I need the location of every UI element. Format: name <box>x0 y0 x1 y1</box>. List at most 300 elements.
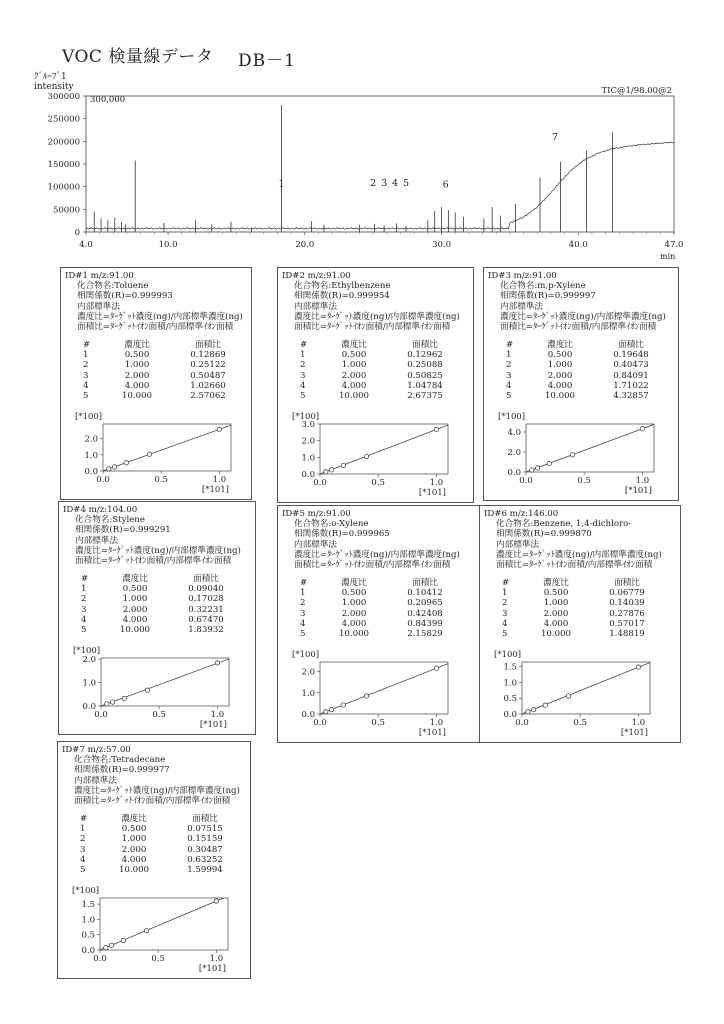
conc-ratio: 4.000 <box>547 380 573 391</box>
area-ratio: 0.32231 <box>188 604 224 615</box>
x-tick-label: 0.0 <box>515 718 529 728</box>
conc-ratio: 4.000 <box>124 380 150 391</box>
calibration-panel <box>277 505 496 743</box>
row-no: 5 <box>502 629 508 640</box>
data-point <box>535 466 539 470</box>
x-tick-label: 0.5 <box>573 718 587 728</box>
row-no: 1 <box>300 350 306 361</box>
x-tick-label: 0.0 <box>313 718 327 728</box>
conc-ratio: 10.000 <box>338 391 370 402</box>
peak-label: 6 <box>442 179 449 191</box>
x-unit-label: [*101] <box>199 720 227 730</box>
x-tick-label: 4.0 <box>79 240 93 250</box>
row-no: 1 <box>506 350 512 361</box>
conc-ratio: 10.000 <box>544 391 576 402</box>
data-point <box>147 452 151 456</box>
x-tick-label: 0.5 <box>154 475 168 485</box>
conc-ratio: 4.000 <box>341 380 367 391</box>
row-no: 4 <box>300 618 306 629</box>
data-point <box>341 703 345 707</box>
calibration-table <box>502 578 662 639</box>
peak-label: 1 <box>278 178 285 190</box>
area-ratio: 0.12962 <box>407 350 443 361</box>
table-header <box>81 574 241 584</box>
col-no: # <box>80 814 88 824</box>
data-point <box>122 696 126 700</box>
row-no: 4 <box>80 854 86 865</box>
conc-ratio: 0.500 <box>121 824 147 835</box>
regression-line <box>101 659 229 706</box>
table-row <box>506 381 666 391</box>
col-area-ratio: 面積比 <box>412 578 438 588</box>
document-id: DB－1 <box>238 51 296 71</box>
method-label: 内部標準法 <box>75 535 118 546</box>
x-tick-label: 1.0 <box>429 718 444 728</box>
data-point <box>570 453 574 457</box>
y-tick-label: 1.0 <box>82 678 96 689</box>
col-no: # <box>506 340 514 350</box>
area-ratio: 4.32857 <box>613 391 649 402</box>
table-row <box>506 371 666 381</box>
table-header <box>300 578 460 588</box>
area-ratio: 0.07515 <box>187 824 223 835</box>
area-ratio: 0.25088 <box>407 360 443 371</box>
conc-ratio: 2.000 <box>122 604 148 615</box>
y-tick-label: 1.5 <box>81 900 95 911</box>
y-tick-label: 2.0 <box>507 448 521 458</box>
x-tick-label: 0.0 <box>93 954 107 964</box>
x-tick-label: 10.0 <box>158 240 178 250</box>
correlation-coefficient: 相関係数(R)=0.999870 <box>496 529 592 540</box>
calibration-panel <box>479 505 681 743</box>
y-tick-label: 0.0 <box>82 702 96 712</box>
table-row <box>506 360 666 370</box>
data-point <box>526 710 530 714</box>
y-tick-label: 2.0 <box>82 655 96 666</box>
area-ratio: 0.50487 <box>190 370 226 381</box>
conc-ratio: 1.000 <box>547 360 573 371</box>
calibration-panel <box>58 501 256 735</box>
x-tick-label: 1.0 <box>212 475 227 485</box>
table-row <box>300 391 460 401</box>
col-area-ratio: 面積比 <box>192 814 218 824</box>
area-ratio: 0.50825 <box>407 370 443 381</box>
area-ratio: 0.84399 <box>407 618 443 629</box>
y-tick-label: 0.0 <box>81 946 95 956</box>
col-no: # <box>300 578 308 588</box>
regression-line <box>100 898 224 950</box>
y-tick-label: 200000 <box>47 137 80 148</box>
panel-id: ID#2 m/z:91.00 <box>282 271 351 281</box>
concentration-equation: 濃度比=ﾀｰｹﾞｯﾄ濃度(ng)/内部標準濃度(ng) <box>500 311 666 322</box>
table-row <box>502 609 662 619</box>
x-tick-label: 0.0 <box>96 475 110 485</box>
y-tick-label: 1.0 <box>84 450 98 461</box>
row-no: 3 <box>80 844 86 855</box>
area-equation: 面積比=ﾀｰｹﾞｯﾄｲｵﾝ面積/内部標準ｲｵﾝ面積 <box>294 322 451 333</box>
table-header <box>300 340 460 350</box>
area-ratio: 2.15829 <box>407 629 443 640</box>
col-area-ratio: 面積比 <box>614 578 640 588</box>
y-tick-label: 300000 <box>47 92 80 102</box>
area-equation: 面積比=ﾀｰｹﾞｯﾄｲｵﾝ面積/内部標準ｲｵﾝ面積 <box>77 322 234 333</box>
panel-id: ID#4 m/z:104.00 <box>63 505 138 515</box>
row-no: 3 <box>300 370 306 381</box>
panel-id: ID#6 m/z:146.00 <box>484 509 559 519</box>
y-unit-label: [*100] <box>72 886 100 896</box>
y-tick-label: 0.5 <box>503 694 517 705</box>
row-no: 4 <box>81 614 87 625</box>
row-no: 5 <box>506 391 512 402</box>
y-tick-label: 3.0 <box>301 420 315 430</box>
data-point <box>434 666 438 670</box>
row-no: 5 <box>81 625 87 636</box>
table-row <box>81 584 241 594</box>
table-row <box>80 834 240 844</box>
intensity-label: intensity <box>34 82 74 92</box>
row-no: 3 <box>81 604 87 615</box>
conc-ratio: 0.500 <box>547 350 573 361</box>
table-row <box>300 598 460 608</box>
x-tick-label: 0.5 <box>152 710 166 720</box>
data-point <box>640 427 644 431</box>
data-point <box>109 943 113 947</box>
data-point <box>566 694 570 698</box>
data-point <box>364 454 368 458</box>
y-tick-label: 250000 <box>47 114 80 125</box>
table-row <box>300 371 460 381</box>
data-point <box>364 694 368 698</box>
area-ratio: 0.17028 <box>188 594 224 605</box>
table-row <box>83 350 243 360</box>
table-header <box>80 814 240 824</box>
x-tick-label: 0.5 <box>151 954 165 964</box>
y-tick-label: 1.0 <box>81 915 95 926</box>
row-no: 1 <box>81 584 87 595</box>
y-tick-label: 2.0 <box>301 667 315 678</box>
area-ratio: 0.09040 <box>188 584 224 595</box>
data-point <box>105 702 109 706</box>
col-area-ratio: 面積比 <box>618 340 644 350</box>
correlation-coefficient: 相関係数(R)=0.999977 <box>74 765 170 776</box>
x-tick-label: 47.0 <box>664 240 684 250</box>
conc-ratio: 1.000 <box>543 598 569 609</box>
y-tick-label: 100000 <box>47 182 80 193</box>
correlation-coefficient: 相関係数(R)=0.999965 <box>294 529 390 540</box>
compound-name: 化合物名:m,p-Xylene <box>500 281 586 292</box>
table-row <box>81 625 241 635</box>
y-tick-label: 0.0 <box>507 468 521 478</box>
table-row <box>83 391 243 401</box>
col-conc-ratio: 濃度比 <box>124 340 150 350</box>
area-equation: 面積比=ﾀｰｹﾞｯﾄｲｵﾝ面積/内部標準ｲｵﾝ面積 <box>75 556 232 567</box>
conc-ratio: 0.500 <box>341 588 367 599</box>
data-point <box>530 468 534 472</box>
x-unit-label: [*101] <box>418 488 446 498</box>
panel-id: ID#1 m/z:91.00 <box>65 271 134 281</box>
col-no: # <box>300 340 308 350</box>
data-point <box>214 899 218 903</box>
x-unit-label: min <box>660 252 676 261</box>
area-ratio: 0.12869 <box>190 350 226 361</box>
col-no: # <box>81 574 89 584</box>
table-row <box>506 391 666 401</box>
x-tick-label: 0.0 <box>94 710 108 720</box>
area-ratio: 1.04784 <box>407 380 443 391</box>
row-no: 5 <box>300 391 306 402</box>
data-point <box>329 468 333 472</box>
correlation-coefficient: 相関係数(R)=0.999954 <box>294 291 390 302</box>
y-unit-label: [*100] <box>292 650 320 660</box>
x-tick-label: 0.0 <box>313 478 327 488</box>
regression-line <box>522 663 650 714</box>
calibration-panel <box>57 741 251 979</box>
table-header <box>506 340 666 350</box>
method-label: 内部標準法 <box>294 301 337 312</box>
calibration-plot <box>278 406 473 500</box>
concentration-equation: 濃度比=ﾀｰｹﾞｯﾄ濃度(ng)/内部標準濃度(ng) <box>294 311 460 322</box>
calibration-plot <box>61 406 251 497</box>
compound-name: 化合物名:Toluene <box>77 281 149 292</box>
conc-ratio: 10.000 <box>121 391 153 402</box>
area-ratio: 0.57017 <box>609 618 645 629</box>
area-ratio: 0.19648 <box>613 350 649 361</box>
method-label: 内部標準法 <box>74 775 117 786</box>
y-tick-label: 2.0 <box>301 436 315 447</box>
row-no: 2 <box>300 360 306 371</box>
area-ratio: 0.42408 <box>407 608 443 619</box>
conc-ratio: 2.000 <box>543 608 569 619</box>
conc-ratio: 1.000 <box>341 598 367 609</box>
conc-ratio: 4.000 <box>341 618 367 629</box>
y-tick-label: 1.0 <box>503 678 517 689</box>
calibration-plot <box>480 644 680 740</box>
conc-ratio: 4.000 <box>122 614 148 625</box>
y-unit-label: [*100] <box>292 412 320 422</box>
calibration-panel <box>483 267 679 501</box>
data-point <box>145 688 149 692</box>
table-header <box>502 578 662 588</box>
conc-ratio: 1.000 <box>122 594 148 605</box>
col-no: # <box>502 578 510 588</box>
row-no: 3 <box>300 608 306 619</box>
conc-ratio: 10.000 <box>118 865 150 876</box>
regression-line <box>320 664 448 714</box>
x-tick-label: 1.0 <box>429 478 444 488</box>
row-no: 4 <box>506 380 512 391</box>
table-row <box>80 824 240 834</box>
x-tick-label: 40.0 <box>568 240 588 250</box>
calibration-plot <box>59 640 255 732</box>
y-tick-label: 150000 <box>47 160 80 170</box>
chromatogram-frame <box>86 96 674 232</box>
row-no: 5 <box>83 391 89 402</box>
correlation-coefficient: 相関係数(R)=0.999993 <box>77 291 173 302</box>
y-tick-label: 4.0 <box>507 428 521 438</box>
panel-id: ID#3 m/z:91.00 <box>488 271 557 281</box>
y-tick-label: 1.0 <box>301 453 315 464</box>
method-label: 内部標準法 <box>500 301 543 312</box>
data-point <box>341 463 345 467</box>
row-no: 1 <box>83 350 89 361</box>
y-tick-label: 0.0 <box>301 470 315 480</box>
group-label: ｸﾞﾙｰﾌﾟ1 <box>34 72 67 82</box>
data-point <box>144 928 148 932</box>
table-row <box>80 855 240 865</box>
area-ratio: 1.71022 <box>613 380 649 391</box>
data-point <box>434 427 438 431</box>
area-ratio: 0.20965 <box>407 598 443 609</box>
row-no: 5 <box>300 629 306 640</box>
area-ratio: 0.10412 <box>407 588 443 599</box>
x-tick-label: 30.0 <box>432 240 452 250</box>
row-no: 2 <box>502 598 508 609</box>
conc-ratio: 10.000 <box>119 625 151 636</box>
data-point <box>531 707 535 711</box>
x-tick-label: 0.0 <box>519 476 533 486</box>
col-area-ratio: 面積比 <box>412 340 438 350</box>
method-label: 内部標準法 <box>294 539 337 550</box>
conc-ratio: 2.000 <box>341 608 367 619</box>
col-conc-ratio: 濃度比 <box>341 340 367 350</box>
table-row <box>300 381 460 391</box>
tic-label: TIC@1/98.00@2 <box>601 86 672 96</box>
table-row <box>83 371 243 381</box>
x-tick-label: 1.0 <box>210 710 225 720</box>
table-row <box>506 350 666 360</box>
row-no: 5 <box>80 865 86 876</box>
conc-ratio: 2.000 <box>121 844 147 855</box>
row-no: 1 <box>502 588 508 599</box>
table-row <box>300 629 460 639</box>
col-area-ratio: 面積比 <box>195 340 221 350</box>
conc-ratio: 4.000 <box>121 854 147 865</box>
col-conc-ratio: 濃度比 <box>547 340 573 350</box>
y-tick-label: 0 <box>74 228 80 238</box>
data-point <box>324 710 328 714</box>
row-no: 1 <box>300 588 306 599</box>
area-ratio: 2.67375 <box>407 391 443 402</box>
col-no: # <box>83 340 91 350</box>
conc-ratio: 2.000 <box>341 370 367 381</box>
row-no: 2 <box>300 598 306 609</box>
concentration-equation: 濃度比=ﾀｰｹﾞｯﾄ濃度(ng)/内部標準濃度(ng) <box>75 545 241 556</box>
table-row <box>83 360 243 370</box>
conc-ratio: 1.000 <box>341 360 367 371</box>
data-point <box>107 467 111 471</box>
x-tick-label: 1.0 <box>209 954 224 964</box>
calibration-table <box>506 340 666 401</box>
calibration-plot <box>484 406 678 498</box>
table-row <box>502 598 662 608</box>
table-row <box>81 605 241 615</box>
table-row <box>83 381 243 391</box>
row-no: 4 <box>300 380 306 391</box>
col-conc-ratio: 濃度比 <box>341 578 367 588</box>
concentration-equation: 濃度比=ﾀｰｹﾞｯﾄ濃度(ng)/内部標準濃度(ng) <box>496 549 662 560</box>
x-tick-label: 0.5 <box>371 718 385 728</box>
correlation-coefficient: 相関係数(R)=0.999291 <box>75 525 171 536</box>
y-tick-label: 0.0 <box>503 710 517 720</box>
scale-label: 300,000 <box>90 95 126 105</box>
area-ratio: 0.06779 <box>609 588 645 599</box>
area-ratio: 0.30487 <box>187 844 223 855</box>
y-tick-label: 1.0 <box>301 688 315 699</box>
regression-line <box>103 425 231 471</box>
row-no: 3 <box>506 370 512 381</box>
compound-name: 化合物名:o-Xylene <box>294 519 369 530</box>
table-row <box>300 619 460 629</box>
area-equation: 面積比=ﾀｰｹﾞｯﾄｲｵﾝ面積/内部標準ｲｵﾝ面積 <box>294 560 451 571</box>
calibration-table <box>300 578 460 639</box>
x-unit-label: [*101] <box>418 728 446 738</box>
tic-trace <box>86 142 674 229</box>
concentration-equation: 濃度比=ﾀｰｹﾞｯﾄ濃度(ng)/内部標準濃度(ng) <box>77 311 243 322</box>
peak-label: 7 <box>552 131 559 143</box>
y-tick-label: 2.0 <box>84 434 98 445</box>
data-point <box>121 938 125 942</box>
x-unit-label: [*101] <box>201 485 229 495</box>
row-no: 4 <box>83 380 89 391</box>
y-unit-label: [*100] <box>498 412 526 422</box>
table-row <box>80 845 240 855</box>
row-no: 2 <box>506 360 512 371</box>
method-label: 内部標準法 <box>77 301 120 312</box>
conc-ratio: 2.000 <box>124 370 150 381</box>
table-row <box>300 609 460 619</box>
conc-ratio: 0.500 <box>543 588 569 599</box>
conc-ratio: 1.000 <box>121 834 147 845</box>
panel-id: ID#7 m/z:57.00 <box>62 745 131 755</box>
method-label: 内部標準法 <box>496 539 539 550</box>
x-tick-label: 0.5 <box>371 478 385 488</box>
panel-id: ID#5 m/z:91.00 <box>282 509 351 519</box>
area-equation: 面積比=ﾀｰｹﾞｯﾄｲｵﾝ面積/内部標準ｲｵﾝ面積 <box>500 322 657 333</box>
y-unit-label: [*100] <box>494 650 522 660</box>
data-point <box>104 946 108 950</box>
compound-name: 化合物名:Tetradecane <box>74 755 166 766</box>
concentration-equation: 濃度比=ﾀｰｹﾞｯﾄ濃度(ng)/内部標準濃度(ng) <box>294 549 460 560</box>
data-point <box>215 661 219 665</box>
col-conc-ratio: 濃度比 <box>543 578 569 588</box>
table-row <box>502 619 662 629</box>
x-tick-label: 20.0 <box>295 240 315 250</box>
row-no: 2 <box>81 594 87 605</box>
x-unit-label: [*101] <box>198 964 226 974</box>
area-ratio: 1.02660 <box>190 380 226 391</box>
compound-name: 化合物名:Stylene <box>75 515 145 526</box>
conc-ratio: 2.000 <box>547 370 573 381</box>
data-point <box>217 427 221 431</box>
area-ratio: 0.25122 <box>190 360 226 371</box>
table-row <box>300 360 460 370</box>
x-unit-label: [*101] <box>624 486 652 496</box>
area-ratio: 1.83932 <box>188 625 224 636</box>
correlation-coefficient: 相関係数(R)=0.999997 <box>500 291 596 302</box>
area-ratio: 2.57062 <box>190 391 226 402</box>
data-point <box>329 707 333 711</box>
data-point <box>636 665 640 669</box>
area-equation: 面積比=ﾀｰｹﾞｯﾄｲｵﾝ面積/内部標準ｲｵﾝ面積 <box>74 796 231 807</box>
area-ratio: 0.15159 <box>187 834 223 845</box>
calibration-table <box>300 340 460 401</box>
area-equation: 面積比=ﾀｰｹﾞｯﾄｲｵﾝ面積/内部標準ｲｵﾝ面積 <box>496 560 653 571</box>
conc-ratio: 1.000 <box>124 360 150 371</box>
calibration-plot <box>58 880 250 976</box>
calibration-table <box>80 814 240 875</box>
row-no: 3 <box>83 370 89 381</box>
calibration-panel <box>277 267 474 503</box>
